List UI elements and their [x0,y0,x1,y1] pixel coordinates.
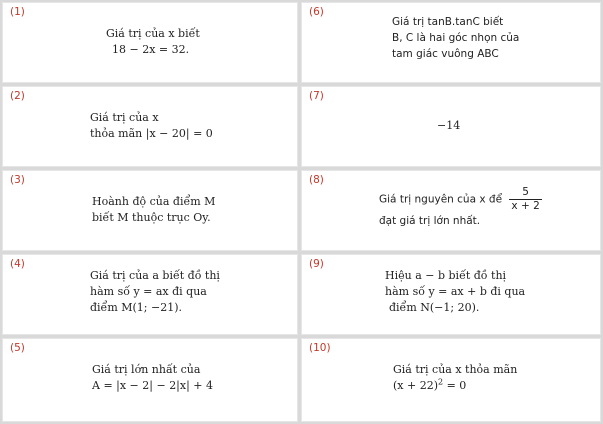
card-text [106,26,200,58]
card-text [92,194,215,226]
card-1 [2,2,298,83]
text-line: −14 [437,119,461,132]
equation-base: (x + 22) [393,379,438,392]
text-line: đạt giá trị lớn nhất. [379,215,481,227]
text-line: Giá trị tanB.tanC biết [392,16,504,28]
card-number: (3) [10,174,25,186]
text-line: Hiệu a − b biết đồ thị [385,269,507,282]
card-9 [301,254,601,335]
text-line: điểm M(1; −21). [90,301,183,314]
card-number: (5) [10,342,25,354]
card-number: (7) [309,90,324,102]
text-line-with-fraction [379,186,542,213]
card-number: (2) [10,90,25,102]
equation-line [393,378,517,394]
text-line: Giá trị lớn nhất của [92,363,201,376]
card-number: (4) [10,258,25,270]
card-text [90,268,220,316]
card-text [393,362,517,394]
text-line: Giá trị của x biết [106,27,200,40]
text-line: hàm số y = ax + b đi qua [385,285,526,298]
fraction-denominator: x + 2 [511,200,540,212]
fraction [509,186,541,213]
card-10 [301,338,601,422]
card-7 [301,86,601,167]
equation-rest: = 0 [443,379,467,392]
card-text [437,118,460,134]
text-line: điểm N(−1; 20). [389,301,480,314]
card-text [379,186,542,229]
text-line: biết M thuộc trục Oy. [92,211,211,224]
text-line: Giá trị của a biết đồ thị [90,269,220,282]
card-text [92,362,213,394]
card-number: (6) [309,6,324,18]
text-line: A = |x − 2| − 2|x| + 4 [92,379,214,392]
card-3 [2,170,298,251]
card-8 [301,170,601,251]
text-line: B, C là hai góc nhọn của [392,32,520,44]
text-line: 18 − 2x = 32. [112,43,190,56]
card-number: (10) [309,342,331,354]
text-line: tam giác vuông ABC [392,48,499,60]
text-line: Giá trị của x thỏa mãn [393,363,518,376]
card-number: (8) [309,174,324,186]
text-line: Giá trị của x [90,111,159,124]
fraction-numerator: 5 [522,186,529,198]
card-number: (9) [309,258,324,270]
text-line: Hoành độ của điểm M [92,195,216,208]
card-text [385,268,525,316]
equation-exponent: 2 [438,377,444,387]
text-line: Giá trị nguyên của x để [379,193,503,206]
card-5 [2,338,298,422]
card-text [392,14,519,62]
text-line: hàm số y = ax đi qua [90,285,207,298]
card-4 [2,254,298,335]
card-2 [2,86,298,167]
text-line: thỏa mãn |x − 20| = 0 [90,127,213,140]
card-6 [301,2,601,83]
card-text [90,110,213,142]
card-number: (1) [10,6,25,18]
